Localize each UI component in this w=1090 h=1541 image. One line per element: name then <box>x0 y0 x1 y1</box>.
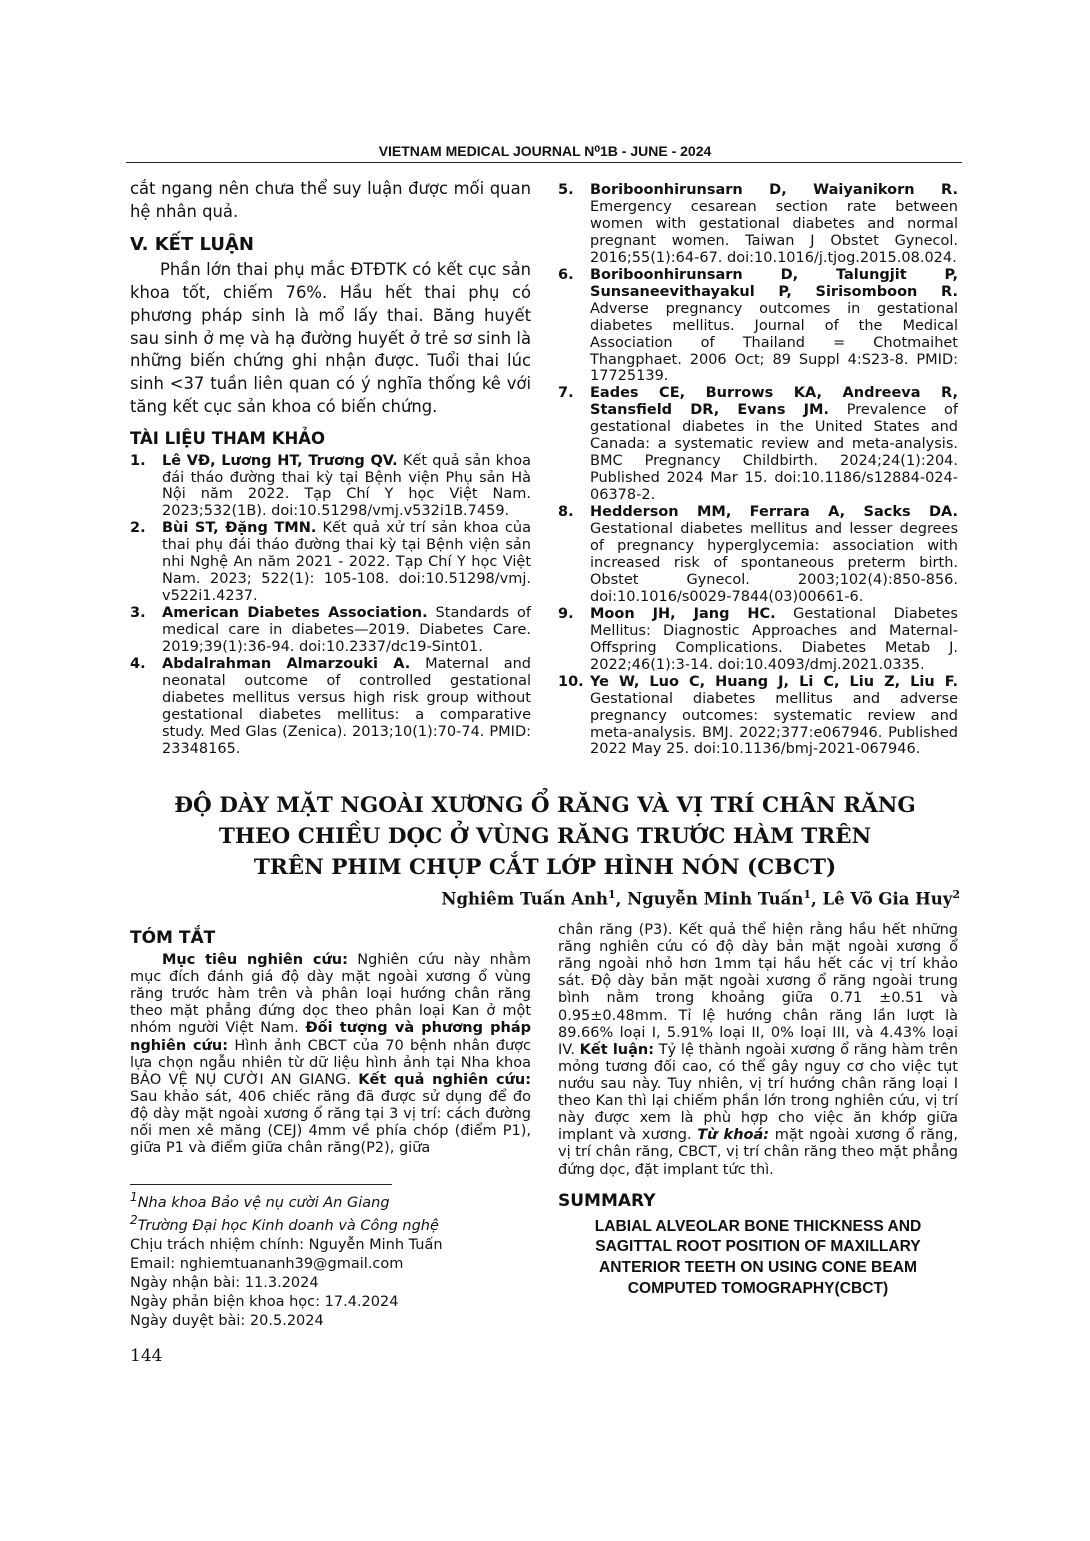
reference-text: Standards of medical care in diabetes—2019. Diabetes Care. 2019;39(1):36-94. doi:10.2337/dc19-Sint01. <box>162 605 531 656</box>
footnote-rule <box>130 1184 392 1185</box>
header-rule <box>126 162 962 163</box>
author-list <box>441 888 960 909</box>
method-text: Hình ảnh CBCT của 70 bệnh nhân được lựa chọn ngẫu nhiên từ dữ liệu hình ảnh tại Nha khoa BẢO VỆ NỤ CƯỜI AN GIANG. <box>130 1037 531 1088</box>
conclusion-paragraph: Phần lớn thai phụ mắc ĐTĐTK có kết cục sản khoa tốt, chiếm 76%. Hầu hết thai phụ có phương pháp sinh là mổ lấy thai. Băng huyết sau sinh ở mẹ và hạ đường huyết ở trẻ sơ sinh là những biến chứng ghi nhận được. Tuổi thai lúc sinh <37 tuần liên quan có ý nghĩa thống kê với tăng kết cục sản khoa có biến chứng. <box>130 260 531 416</box>
abstract-right <box>558 922 958 1300</box>
objective-label: Mục tiêu nghiên cứu: <box>162 952 348 968</box>
result-text: Sau khảo sát, 406 chiếc răng đã được sử dụng để đo độ dày mặt ngoài xương ổ răng tại 3 vị trí: cách đường nối men xê măng (CEJ) 4mm về phía chóp (điểm P1), giữa P1 và điểm giữa chân răng(P2), giữa <box>130 1088 531 1157</box>
reference-number: 1. <box>130 452 146 469</box>
reference-number: 8. <box>558 504 574 521</box>
reference-text: Gestational diabetes mellitus and lesser degrees of pregnancy hyperglycemia: association with increased risk of spontaneous preterm birth. Obstet Gynecol. 2003;102(4):850-856. doi:10.1016/s0029-7844(03)00661-6. <box>590 521 958 605</box>
reference-number: 5. <box>558 182 574 198</box>
reference-item <box>130 520 531 605</box>
conclusion-label: Kết luận: <box>579 1041 655 1058</box>
author-separator: , <box>810 889 823 909</box>
result-label: Kết quả nghiên cứu: <box>358 1071 531 1088</box>
reference-text: Gestational Diabetes Mellitus: Diagnostic Approaches and Maternal-Offspring Complications. Diabetes Metab J. 2022;46(1):3-14. doi:10.4093/dmj.2021.0335. <box>590 605 958 673</box>
conclusion-heading: V. KẾT LUẬN <box>130 233 254 255</box>
keywords-text: mặt ngoài xương ổ răng, vị trí chân răng, CBCT, vị trí chân răng theo mặt phẳng đứng dọc, đặt implant tức thì. <box>558 1127 958 1178</box>
reference-authors: Abdalrahman Almarzouki A. <box>162 656 411 672</box>
reference-text: Kết quả xử trí sản khoa của thai phụ đái tháo đường thai kỳ tại Bệnh viện sản nhi Nghệ An năm 2021 - 2022. Tạp Chí Y học Việt Nam. 2023; 522(1): 105-108. doi:10.51298/vmj. v522i1.4237. <box>162 520 531 605</box>
reference-number: 2. <box>130 520 146 537</box>
summary-title: LABIAL ALVEOLAR BONE THICKNESS AND SAGITTAL ROOT POSITION OF MAXILLARY ANTERIOR TEETH ON USING CONE BEAM COMPUTED TOMOGRAPHY(CBCT) <box>594 1217 922 1297</box>
reference-item <box>558 267 958 386</box>
email-line: Email: nghiemtuananh39@gmail.com <box>130 1256 404 1273</box>
reference-authors: Lê VĐ, Lương HT, Trương QV. <box>162 452 398 469</box>
reference-authors: Moon JH, Jang HC. <box>590 605 776 622</box>
reference-authors: American Diabetes Association. <box>162 605 428 622</box>
references-heading: TÀI LIỆU THAM KHẢO <box>130 428 326 448</box>
affiliation-marker: 1 <box>130 1190 138 1204</box>
affiliation-marker: 1 <box>608 888 616 901</box>
reference-item <box>558 182 958 267</box>
affiliation-text: Nha khoa Bảo vệ nụ cười An Giang <box>137 1194 390 1211</box>
reference-text: Maternal and neonatal outcome of controlled gestational diabetes mellitus versus high risk group without gestational diabetes mellitus: a comparative study. Med Glas (Zenica). 2013;10(1):70-74. PMID: 23348165. <box>162 656 531 757</box>
footnotes <box>130 1190 531 1332</box>
reference-list-left <box>130 453 531 758</box>
author-name: Lê Võ Gia Huy <box>822 889 953 909</box>
objective-text: Nghiên cứu này nhằm mục đích đánh giá độ dày mặt ngoài xương ổ vùng răng trước hàm trên và phân loại hướng chân răng theo mặt phẳng đứng dọc theo phân loại Kan ở một nhóm người Việt Nam. <box>130 952 531 1037</box>
accepted-date: Ngày duyệt bài: 20.5.2024 <box>130 1313 324 1330</box>
result-text-continued: chân răng (P3). Kết quả thể hiện rằng hầu hết những răng nghiên cứu có độ dày bản mặt ngoài xương ổ răng ngoài nhỏ hơn 1mm tại hầu hết các vị trí khảo sát. Độ dày bản mặt ngoài xương ổ răng ngoài trung bình nằm trong khoảng giữa 0.71 ±0.51 và 0.95±0.48mm. Tỉ lệ hướng chân răng lần lượt là 89.66% loại I, 5.91% loại II, 0% loại III, và 4.43% loại IV. <box>558 922 958 1058</box>
page-number: 144 <box>130 1346 163 1366</box>
reference-item <box>558 504 958 606</box>
reference-item <box>130 656 531 758</box>
affiliation-text: Trường Đại học Kinh doanh và Công nghệ <box>137 1217 439 1234</box>
reference-authors: Eades CE, Burrows KA, Andreeva R, Stansfield DR, Evans JM. <box>590 385 958 419</box>
abstract-paragraph-continued <box>558 922 958 1179</box>
reference-list-right <box>558 182 958 758</box>
reference-number: 3. <box>130 605 146 622</box>
author-name: Nghiêm Tuấn Anh <box>441 889 608 909</box>
reference-authors: Hedderson MM, Ferrara A, Sacks DA. <box>590 504 958 521</box>
reference-authors: Bùi ST, Đặng TMN. <box>162 520 317 537</box>
abstract-paragraph <box>130 952 531 1157</box>
reference-number: 4. <box>130 656 146 672</box>
continuation-paragraph: cắt ngang nên chưa thể suy luận được mối quan hệ nhân quả. <box>130 179 531 221</box>
summary-heading: SUMMARY <box>558 1190 656 1211</box>
abstract-heading: TÓM TẮT <box>130 928 216 948</box>
reference-item <box>130 605 531 656</box>
article-title-line: ĐỘ DÀY MẶT NGOÀI XƯƠNG Ổ RĂNG VÀ VỊ TRÍ CHÂN RĂNG <box>174 793 916 818</box>
received-date: Ngày nhận bài: 11.3.2024 <box>130 1275 319 1292</box>
reference-number: 7. <box>558 385 574 402</box>
abstract-left <box>130 928 531 1157</box>
reference-number: 9. <box>558 605 574 622</box>
affiliation-marker: 1 <box>803 888 811 901</box>
reviewed-date: Ngày phản biện khoa học: 17.4.2024 <box>130 1294 399 1311</box>
keywords-label: Từ khoá: <box>697 1127 770 1144</box>
reference-authors: Boriboonhirunsarn D, Waiyanikorn R. <box>590 182 958 198</box>
reference-text: Emergency cesarean section rate between women with gestational diabetes and normal pregnant women. Taiwan J Obstet Gynecol. 2016;55(1):64-67. doi:10.1016/j.tjog.2015.08.024. <box>590 198 958 266</box>
running-header: VIETNAM MEDICAL JOURNAL N⁰1B - JUNE - 2024 <box>378 143 712 159</box>
article-title-line: TRÊN PHIM CHỤP CẮT LỚP HÌNH NÓN (CBCT) <box>253 855 837 881</box>
left-column-top <box>130 178 531 758</box>
reference-authors: Boriboonhirunsarn D, Talungjit P, Sunsaneevithayakul P, Sirisomboon R. <box>590 266 958 300</box>
affiliation-2 <box>130 1213 531 1236</box>
article-title <box>140 790 950 884</box>
affiliation-marker: 2 <box>952 888 960 901</box>
affiliation-marker: 2 <box>130 1212 138 1227</box>
reference-text: Gestational diabetes mellitus and adverse pregnancy outcomes: systematic review and meta-analysis. BMJ. 2022;377:e067946. Published 2022 May 25. doi:10.1136/bmj-2021-067946. <box>590 690 958 758</box>
reference-text: Kết quả sản khoa đái tháo đường thai kỳ tại Bệnh viện Phụ sản Hà Nội năm 2022. Tạp Chí Y học Việt Nam. 2023;532(1B). doi:10.51298/vmj.v532i1B.7459. <box>162 452 531 520</box>
reference-number: 10. <box>558 673 584 690</box>
reference-item <box>130 453 531 521</box>
reference-text: Adverse pregnancy outcomes in gestational diabetes mellitus. Journal of the Medical Association of Thailand = Chotmaihet Thangphaet. 2006 Oct; 89 Suppl 4:S23-8. PMID: 17725139. <box>590 300 958 385</box>
reference-item <box>558 606 958 674</box>
affiliation-1 <box>130 1190 531 1213</box>
reference-item <box>558 385 958 504</box>
conclusion-text: Tỷ lệ thành ngoài xương ổ răng hàm trên mỏng tương đối cao, có thể gây nguy cơ cho việc tụt nướu sau này. Tuy nhiên, vị trí hướng chân răng loại I theo Kan thì lại chiếm phần lớn trong nghiên cứu, vị trí này được xem là phù hợp cho việc ăn khớp giữa implant và xương. <box>558 1041 959 1144</box>
method-label: Đối tượng và phương pháp nghiên cứu: <box>130 1020 532 1054</box>
reference-authors: Ye W, Luo C, Huang J, Li C, Liu Z, Liu F. <box>590 673 958 690</box>
reference-text: Prevalence of gestational diabetes in the United States and Canada: a systematic review and meta-analysis. BMC Pregnancy Childbirth. 2024;24(1):204. Published 2024 Mar 15. doi:10.1186/s12884-024-06378-2. <box>590 402 958 504</box>
reference-number: 6. <box>558 266 574 283</box>
corresponding-author: Chịu trách nhiệm chính: Nguyễn Minh Tuấn <box>130 1236 443 1253</box>
author-separator: , <box>615 889 628 909</box>
article-title-line: THEO CHIỀU DỌC Ở VÙNG RĂNG TRƯỚC HÀM TRÊN <box>218 824 872 850</box>
author-name: Nguyễn Minh Tuấn <box>627 889 804 909</box>
reference-item <box>558 674 958 759</box>
